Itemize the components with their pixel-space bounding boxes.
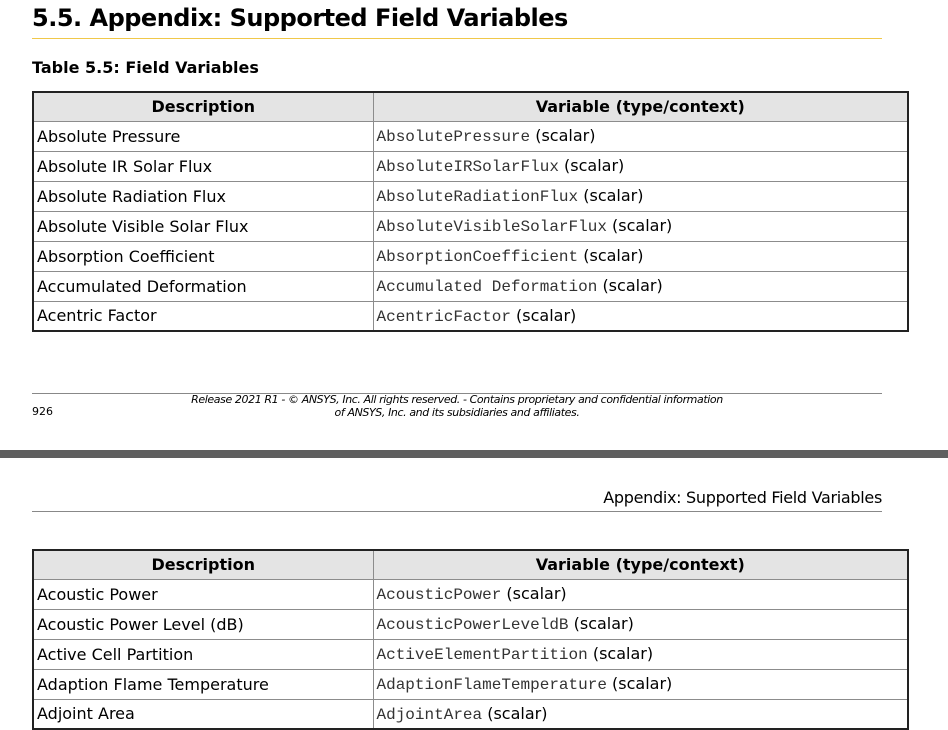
variable-cell [373,301,908,331]
description-cell: Acoustic Power Level (dB) [33,609,373,639]
description-cell: Acentric Factor [33,301,373,331]
variable-cell [373,609,908,639]
variable-cell [373,151,908,181]
description-cell: Absolute IR Solar Flux [33,151,373,181]
variable-name: AcentricFactor [376,307,511,326]
table-row [33,579,908,609]
header-variable: Variable (type/context) [373,92,908,121]
running-header: Appendix: Supported Field Variables [603,488,882,507]
header-description: Description [33,92,373,121]
variable-type: (scalar) [564,156,625,175]
description-cell: Absolute Radiation Flux [33,181,373,211]
header-variable: Variable (type/context) [373,550,908,579]
table-row [33,181,908,211]
table-row [33,211,908,241]
table-header-row [33,550,908,579]
header-description: Description [33,550,373,579]
variable-type: (scalar) [592,644,654,663]
section-title: 5.5. Appendix: Supported Field Variables [32,4,568,32]
description-cell: Accumulated Deformation [33,271,373,301]
variable-cell [373,121,908,151]
table-caption: Table 5.5: Field Variables [32,58,259,77]
table-row [33,121,908,151]
variable-type: (scalar) [583,246,644,265]
variable-type: (scalar) [516,305,577,325]
variable-cell [373,211,908,241]
page-number: 926 [32,405,53,418]
table-row [33,241,908,271]
variable-cell [373,699,908,729]
table-row [33,669,908,699]
variable-cell [373,579,908,609]
variable-cell [373,241,908,271]
variable-name: AcousticPower [376,586,502,604]
variable-type: (scalar) [506,584,567,603]
footer-line-1: Release 2021 R1 - © ANSYS, Inc. All rights reserved. - Contains proprietary and confidential information [191,393,723,406]
variable-name: AdaptionFlameTemperature [376,676,607,694]
variable-cell [373,271,908,301]
description-cell: Absolute Pressure [33,121,373,151]
table-row [33,301,908,331]
field-variables-table-continued [32,549,909,730]
variable-type: (scalar) [612,216,673,235]
table-row [33,699,908,729]
variable-cell [373,181,908,211]
variable-type: (scalar) [602,276,663,295]
footer-copyright [32,393,882,419]
variable-name: ActiveElementPartition [376,646,588,664]
footer-line-2: of ANSYS, Inc. and its subsidiaries and affiliates. [334,406,580,419]
field-variables-table [32,91,909,332]
variable-type: (scalar) [487,703,548,723]
table-header-row [33,92,908,121]
variable-type: (scalar) [583,186,644,205]
variable-type: (scalar) [612,674,673,693]
description-cell: Acoustic Power [33,579,373,609]
variable-name: AbsoluteIRSolarFlux [376,158,559,176]
variable-name: AbsoluteVisibleSolarFlux [376,218,607,236]
table-row [33,271,908,301]
variable-cell [373,669,908,699]
description-cell: Active Cell Partition [33,639,373,669]
table-row [33,151,908,181]
variable-name: AcousticPowerLeveldB [376,616,569,634]
title-rule [32,38,882,39]
variable-name: AdjointArea [376,705,483,724]
table-row [33,639,908,669]
description-cell: Adaption Flame Temperature [33,669,373,699]
description-cell: Absorption Coefficient [33,241,373,271]
variable-name: AbsorptionCoefficient [376,248,579,266]
variable-type: (scalar) [535,126,596,145]
variable-name: Accumulated Deformation [376,278,598,296]
variable-type: (scalar) [573,614,634,633]
description-cell: Absolute Visible Solar Flux [33,211,373,241]
description-cell: Adjoint Area [33,699,373,729]
variable-name: AbsolutePressure [376,128,531,146]
header-rule [32,511,882,512]
variable-cell [373,639,908,669]
table-row [33,609,908,639]
page-separator [0,450,948,458]
variable-name: AbsoluteRadiationFlux [376,188,579,206]
